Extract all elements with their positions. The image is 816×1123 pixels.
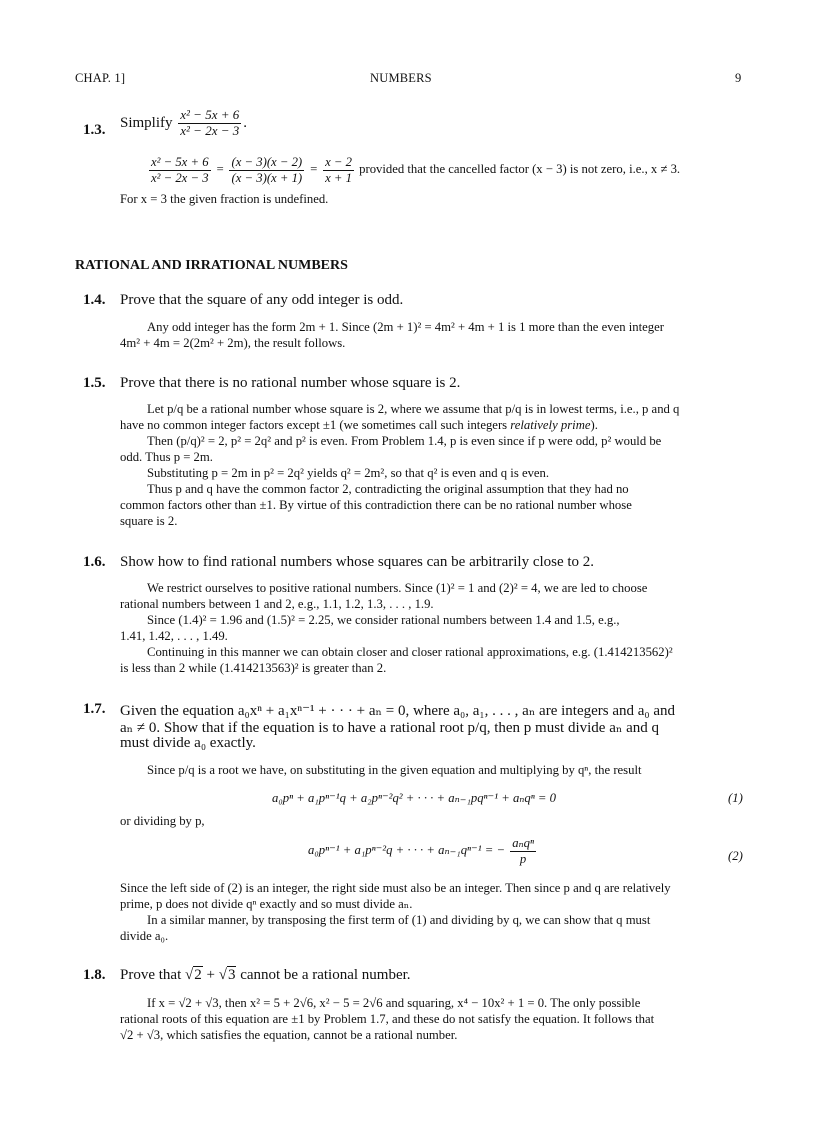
problem-1-5-line-2 <box>120 417 598 433</box>
line-2-start: have no common integer factors except ±1 (we sometimes call such integers <box>120 418 511 432</box>
problem-1-7-title-2: aₙ ≠ 0. Show that if the equation is to have a rational root p/q, then p must divide aₙ and q <box>120 720 660 736</box>
problem-1-6-line-1: We restrict ourselves to positive rational numbers. Since (1)² = 1 and (2)² = 4, we are led to choose <box>147 581 648 595</box>
equation-2 <box>308 836 538 866</box>
problem-1-5-line-7: common factors other than ±1. By virtue of this contradiction there can be no rational number whose <box>120 498 632 512</box>
equation-2-left: a₀pⁿ⁻¹ + a₁pⁿ⁻²q + · · · + aₙ₋₁qⁿ⁻¹ = − <box>308 843 506 858</box>
title-end: cannot be a rational number. <box>236 967 411 983</box>
solution-f2-numerator: (x − 3)(x − 2) <box>231 155 303 169</box>
title-plus: + <box>202 967 219 983</box>
problem-1-5-line-5: Substituting p = 2m in p² = 2q² yields q² = 2m², so that q² is even and q is even. <box>147 466 550 480</box>
solution-f1-denominator: x² − 2x − 3 <box>151 170 209 185</box>
fraction-denominator: x² − 2x − 3 <box>180 122 240 138</box>
problem-number-1-5: 1.5. <box>83 375 106 391</box>
solution-proviso: provided that the cancelled factor (x − 3) is not zero, i.e., x ≠ 3. <box>359 162 681 177</box>
problem-1-7-line-3: Since the left side of (2) is an integer, the right side must also be an integer. Then since p and q are relatively <box>120 881 671 895</box>
problem-1-6-line-6: is less than 2 while (1.414213563)² is greater than 2. <box>120 661 387 675</box>
solution-fraction-2 <box>229 155 304 185</box>
equation-1-number: (1) <box>728 791 743 805</box>
solution-f1-numerator: x² − 5x + 6 <box>151 155 209 169</box>
problem-1-5-line-6: Thus p and q have the common factor 2, contradicting the original assumption that they had no <box>147 482 629 496</box>
radicand-2: 2 <box>194 967 202 983</box>
problem-1-8-title <box>120 967 411 984</box>
problem-1-7-line-5: In a similar manner, by transposing the first term of (1) and dividing by q, we can show that q must <box>147 913 651 927</box>
solution-f3-denominator: x + 1 <box>325 170 352 185</box>
radicand-3: 3 <box>227 967 236 983</box>
running-title: NUMBERS <box>370 71 432 85</box>
problem-number-1-6: 1.6. <box>83 554 106 570</box>
title-start: Prove that <box>120 967 185 983</box>
problem-1-8-line-1: If x = √2 + √3, then x² = 5 + 2√6, x² − 5 = 2√6 and squaring, x⁴ − 10x² + 1 = 0. The only possible <box>147 996 641 1010</box>
solution-fraction-3 <box>323 155 354 185</box>
solution-fraction-1 <box>149 155 211 185</box>
problem-1-6-title: Show how to find rational numbers whose squares can be arbitrarily close to 2. <box>120 554 595 570</box>
problem-1-8-line-3: √2 + √3, which satisfies the equation, cannot be a rational number. <box>120 1028 458 1042</box>
solution-f3-numerator: x − 2 <box>325 155 352 169</box>
section-title: RATIONAL AND IRRATIONAL NUMBERS <box>75 258 348 273</box>
problem-1-5-line-3: Then (p/q)² = 2, p² = 2q² and p² is even. From Problem 1.4, p is even since if p were odd, p² would be <box>147 434 662 448</box>
problem-1-7-line-2: or dividing by p, <box>120 814 205 828</box>
problem-1-4-line-1: Any odd integer has the form 2m + 1. Since (2m + 1)² = 4m² + 4m + 1 is 1 more than the even integer <box>147 320 664 334</box>
problem-1-6-line-3: Since (1.4)² = 1.96 and (1.5)² = 2.25, we consider rational numbers between 1.4 and 1.5, e.g., <box>147 613 620 627</box>
problem-number-1-8: 1.8. <box>83 967 106 983</box>
equation-2-fraction <box>510 836 536 866</box>
problem-1-7-title-3: must divide a₀ exactly. <box>120 735 256 751</box>
problem-number-1-4: 1.4. <box>83 292 106 308</box>
problem-1-7-line-1: Since p/q is a root we have, on substituting in the given equation and multiplying by qⁿ, the result <box>147 763 642 777</box>
problem-1-7-line-6: divide a₀. <box>120 929 169 943</box>
problem-1-8-line-2: rational roots of this equation are ±1 by Problem 1.7, and these do not satisfy the equation. It follows that <box>120 1012 655 1026</box>
problem-1-3-solution: $\frac{\text{x² − 5x + 6}}{\text{x² − 2x − 3}}$ = $\frac{(x - 3)(x - 2)}{(x - 3)(x + 1)}$ = $\frac{x - 2}{x + 1}$ provided that the cancelled factor (x − 3) is not zero, i.e., x ≠ 3. <box>151 155 681 185</box>
equation-2-denominator: p <box>510 851 536 867</box>
problem-1-7-line-4: prime, p does not divide qⁿ exactly and so must divide aₙ. <box>120 897 413 911</box>
line-2-end: ). <box>590 418 598 432</box>
problem-1-5-line-8: square is 2. <box>120 514 178 528</box>
problem-1-5-line-1: Let p/q be a rational number whose square is 2, where we assume that p/q is in lowest terms, i.e., p and q <box>147 402 680 416</box>
equation-2-numerator: aₙqⁿ <box>512 836 535 850</box>
problem-number-1-3: 1.3. <box>83 122 106 138</box>
problem-1-3-statement: Simplify $\frac{\text{x² − 5x + 6}}{\text{x² − 2x − 3}}$ . <box>120 107 247 138</box>
line-2-italic-term: relatively prime <box>510 418 591 432</box>
fraction-numerator: x² − 5x + 6 <box>180 107 240 122</box>
page-number: 9 <box>735 71 742 85</box>
problem-1-6-line-4: 1.41, 1.42, . . . , 1.49. <box>120 629 228 643</box>
problem-1-3-prompt: Simplify <box>120 114 173 131</box>
equation-2-number: (2) <box>728 849 743 863</box>
solution-f2-denominator: (x − 3)(x + 1) <box>231 170 303 185</box>
problem-1-4-line-2: 4m² + 4m = 2(2m² + 2m), the result follows. <box>120 336 346 350</box>
chapter-label: CHAP. 1] <box>75 71 126 85</box>
problem-number-1-7: 1.7. <box>83 701 106 717</box>
problem-1-5-title: Prove that there is no rational number whose square is 2. <box>120 375 461 391</box>
problem-1-4-title: Prove that the square of any odd integer is odd. <box>120 292 404 308</box>
equation-1: a₀pⁿ + a₁pⁿ⁻¹q + a₂pⁿ⁻²q² + · · · + aₙ₋₁pqⁿ⁻¹ + aₙqⁿ = 0 <box>272 791 557 805</box>
problem-1-7-title-1: Given the equation a₀xⁿ + a₁xⁿ⁻¹ + · · · + aₙ = 0, where a₀, a₁, . . . , aₙ are integers and a₀ and <box>120 703 676 719</box>
problem-1-6-line-5: Continuing in this manner we can obtain closer and closer rational approximations, e.g. (1.414213562)² <box>147 645 673 659</box>
problem-1-6-line-2: rational numbers between 1 and 2, e.g., 1.1, 1.2, 1.3, . . . , 1.9. <box>120 597 434 611</box>
sqrt-3: √3 <box>218 967 236 983</box>
problem-1-3-fraction <box>178 108 241 139</box>
sqrt-2: √2 <box>185 967 202 983</box>
solution-undefined-note: For x = 3 the given fraction is undefined. <box>120 192 329 206</box>
problem-1-5-line-4: odd. Thus p = 2m. <box>120 450 213 464</box>
